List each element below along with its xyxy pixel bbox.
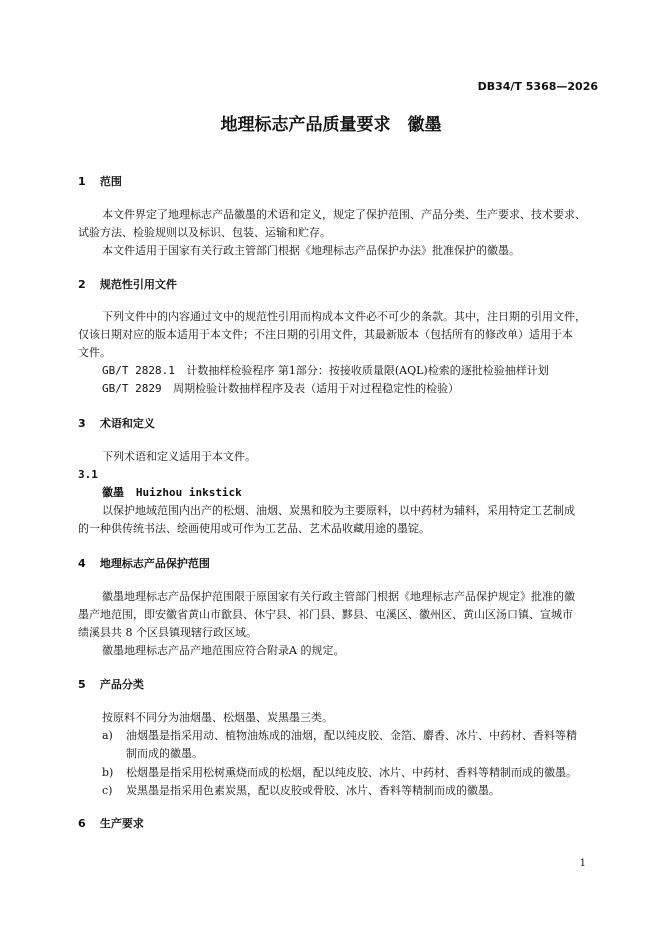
section-2-heading — [78, 276, 177, 292]
term-english: Huizhou inkstick — [135, 486, 242, 499]
paragraph-line: 本文件界定了地理标志产品徽墨的术语和定义，规定了保护范围、产品分类、生产要求、技术要求、 — [102, 208, 586, 221]
section-number: 1 — [78, 175, 86, 188]
paragraph-line: 的一种供传统书法、绘画使用或可作为工艺品、艺术品收藏用途的墨锭。 — [78, 522, 430, 535]
section-title: 生产要求 — [99, 817, 144, 830]
term-entry — [102, 483, 242, 502]
paragraph-line: 徽墨地理标志产品保护范围限于原国家有关行政主管部门根据《地理标志产品保护规定》批准的徽 — [102, 590, 575, 603]
paragraph-line: 仅该日期对应的版本适用于本文件；不注日期的引用文件，其最新版本（包括所有的修改单）适用于本 — [78, 328, 573, 341]
section-title: 规范性引用文件 — [99, 278, 177, 291]
section-number: 5 — [78, 678, 86, 691]
section-title: 地理标志产品保护范围 — [99, 557, 210, 570]
list-item-line: 松烟墨是指采用松树熏烧而成的松烟，配以纯皮胶、冰片、中药材、香料等精制而成的徽墨。 — [126, 766, 577, 779]
paragraph-line: 下列术语和定义适用于本文件。 — [102, 450, 256, 463]
paragraph-line: 本文件适用于国家有关行政主管部门根据《地理标志产品保护办法》批准保护的徽墨。 — [102, 244, 520, 257]
reference-title: 周期检验计数抽样程序及表（适用于对过程稳定性的检验） — [173, 382, 460, 395]
section-number: 2 — [78, 278, 86, 291]
term-name: 徽墨 — [102, 486, 124, 499]
paragraph-line: 下列文件中的内容通过文中的规范性引用而构成本文件必不可少的条款。其中，注日期的引用文件， — [102, 310, 586, 323]
paragraph-line: 徽墨地理标志产品产地范围应符合附录A 的规定。 — [102, 644, 345, 657]
section-1-heading — [78, 173, 122, 189]
section-number: 6 — [78, 817, 86, 830]
reference-code: GB/T 2829 — [102, 382, 162, 395]
normative-reference — [102, 379, 459, 398]
normative-reference — [102, 361, 549, 380]
section-4-heading — [78, 555, 210, 571]
document-title: 地理标志产品质量要求 徽墨 — [220, 115, 442, 135]
page-number: 1 — [579, 858, 586, 869]
list-item-line: 制而成的徽墨。 — [126, 747, 203, 760]
document-number: DB34/T 5368—2026 — [477, 80, 598, 93]
section-number: 4 — [78, 557, 86, 570]
paragraph-line: 试验方法、检验规则以及标识、包装、运输和贮存。 — [78, 226, 331, 239]
paragraph-line: 按原料不同分为油烟墨、松烟墨、炭黑墨三类。 — [102, 711, 333, 724]
section-title: 术语和定义 — [99, 417, 155, 430]
list-item-line: 炭黑墨是指采用色素炭黑，配以皮胶或骨胶、冰片、香料等精制而成的徽墨。 — [126, 784, 500, 797]
list-item-label: c) — [102, 784, 113, 797]
section-title: 产品分类 — [99, 678, 144, 691]
paragraph-line: 绩溪县共 8 个区县镇现辖行政区域。 — [78, 626, 257, 639]
term-number: 3.1 — [78, 468, 98, 481]
list-item-line: 油烟墨是指采用动、植物油炼成的油烟，配以纯皮胶、金箔、麝香、冰片、中药材、香料等精 — [126, 729, 577, 742]
section-3-heading — [78, 415, 155, 431]
paragraph-line: 文件。 — [78, 346, 111, 359]
section-title: 范围 — [99, 175, 122, 188]
section-number: 3 — [78, 417, 86, 430]
list-item-label: b) — [102, 766, 114, 779]
reference-title: 计数抽样检验程序 第1部分：按接收质量限(AQL)检索的逐批检验抽样计划 — [186, 364, 549, 377]
paragraph-line: 墨产地范围，即安徽省黄山市歙县、休宁县、祁门县、黟县、屯溪区、徽州区、黄山区汤口镇、宣城市 — [78, 608, 573, 621]
list-item-label: a) — [102, 729, 113, 742]
paragraph-line: 以保护地域范围内出产的松烟、油烟、炭黑和胶为主要原料，以中药材为辅料，采用特定工艺制成 — [102, 504, 575, 517]
reference-code: GB/T 2828.1 — [102, 364, 175, 377]
section-6-heading — [78, 815, 144, 831]
section-5-heading — [78, 676, 144, 692]
